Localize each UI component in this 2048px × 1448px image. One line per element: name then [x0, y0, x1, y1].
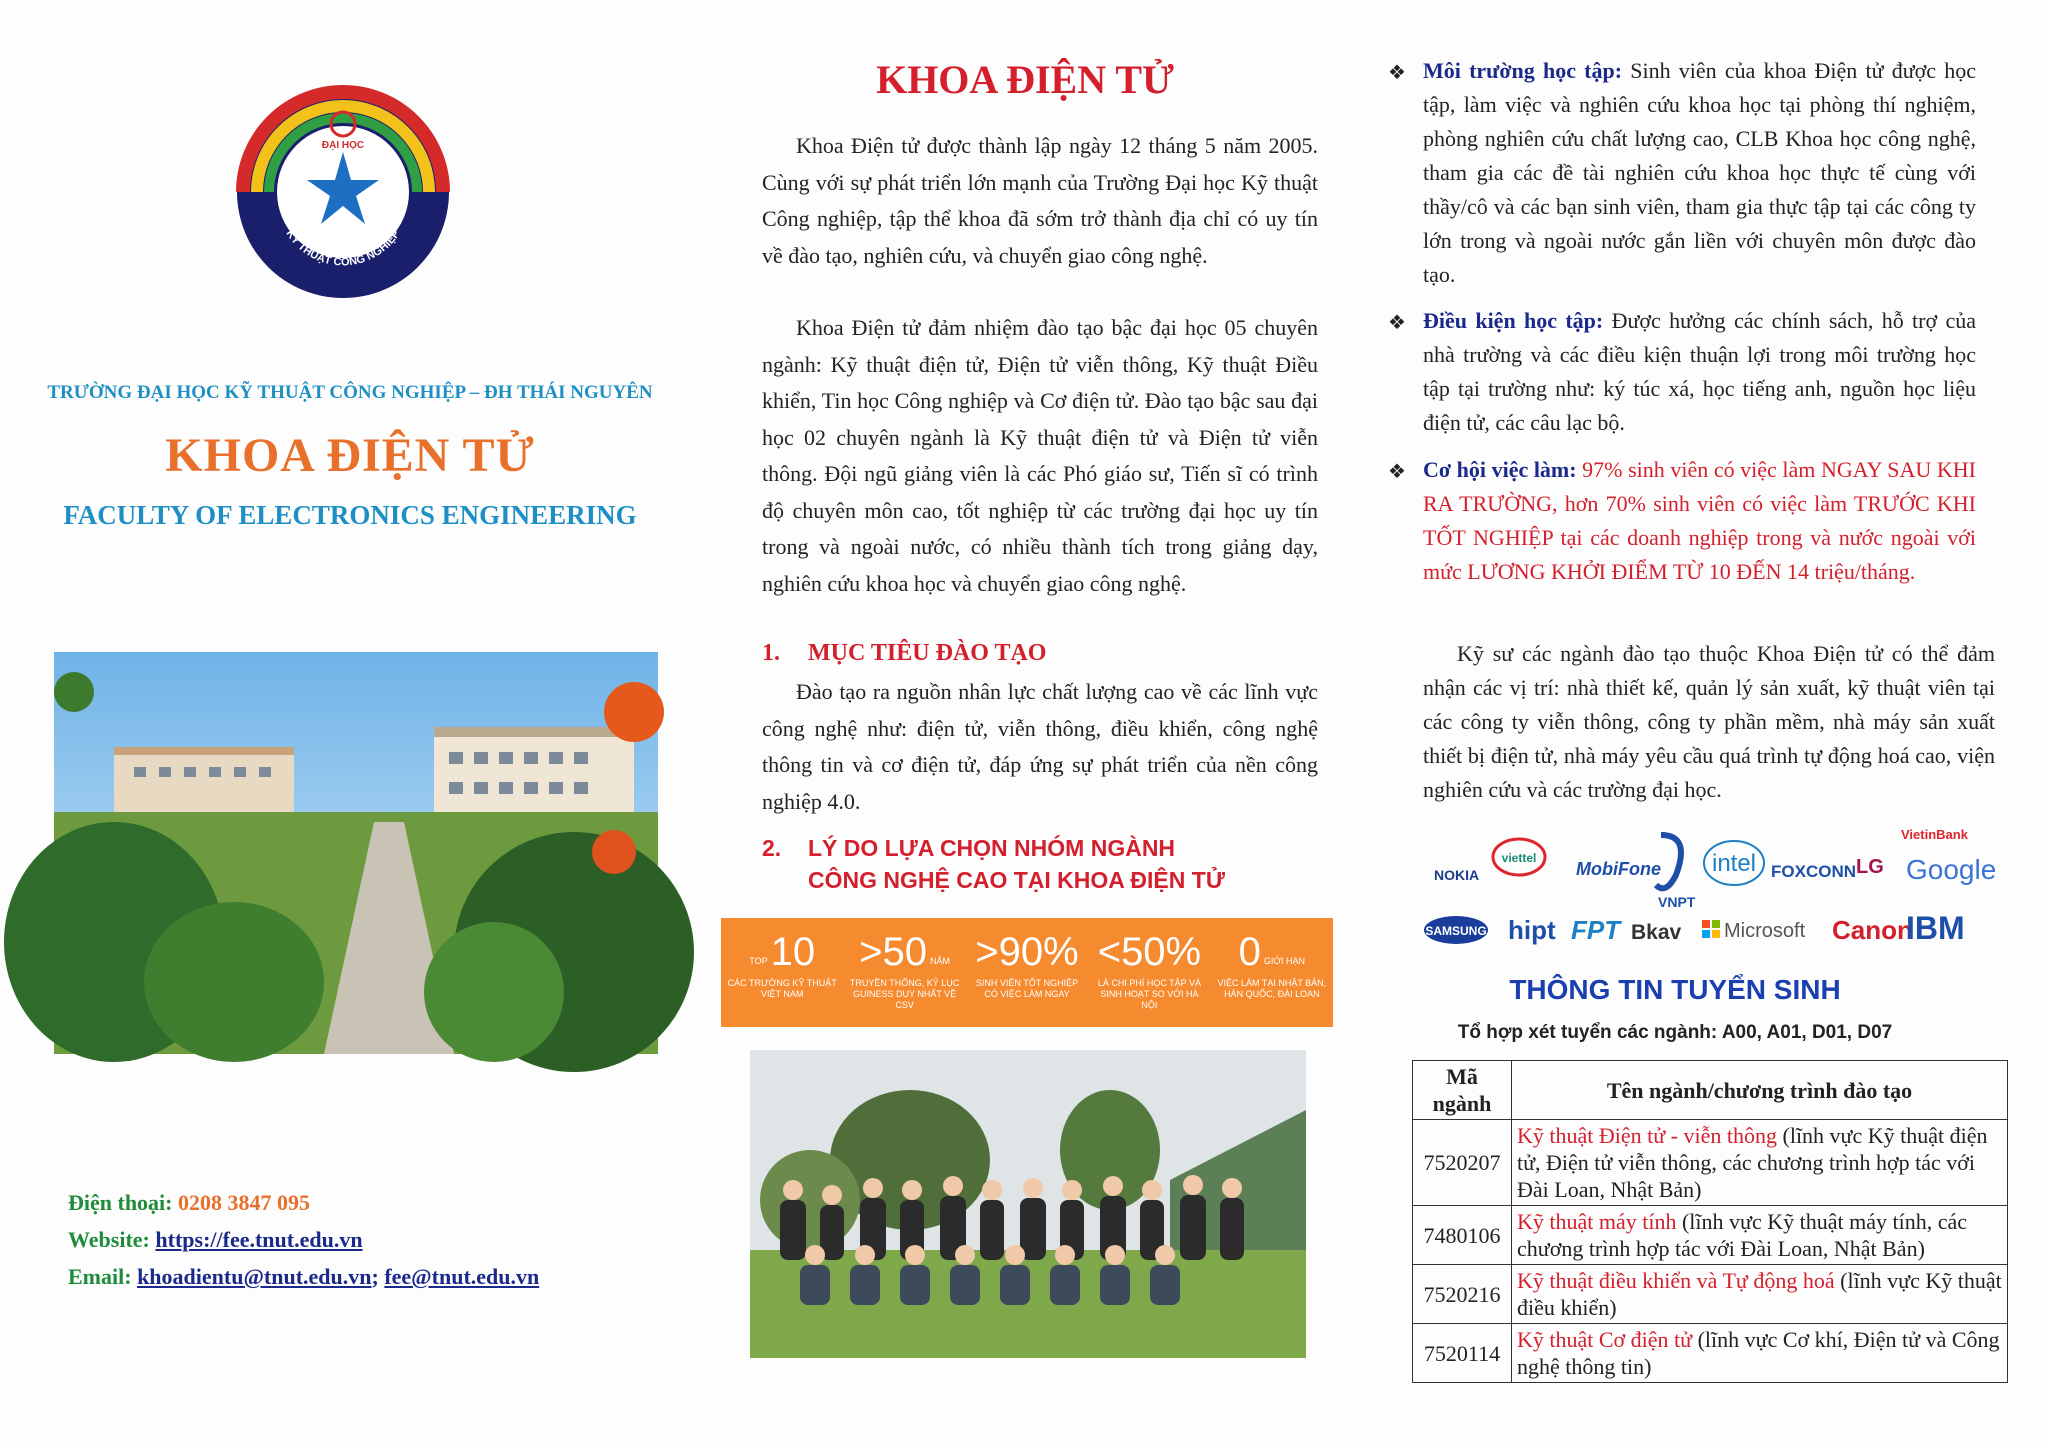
nokia-logo: NOKIA [1434, 867, 1480, 883]
canon-logo: Canon [1832, 915, 1913, 945]
intro-paragraph-1: Khoa Điện tử được thành lập ngày 12 tháng 5 năm 2005. Cùng với sự phát triển lớn mạnh của Trường Đại học Kỹ thuật Công nghiệp, tập thể khoa đã sớm trở thành địa chỉ có uy tín về đào tạo, nghiên cứu, và chuyển giao công nghệ. [762, 133, 1318, 268]
stat-item [1211, 918, 1333, 1027]
table-header-row [1413, 1061, 2008, 1120]
contact-info [68, 1184, 668, 1295]
email-link-1[interactable]: khoadientu@tnut.edu.vn [137, 1264, 372, 1289]
program-cell [1512, 1120, 2008, 1206]
stat-suffix: NĂM [930, 956, 951, 966]
samsung-logo: SAMSUNG [1425, 924, 1487, 938]
email-line [68, 1258, 668, 1295]
stat-value: <50% [1097, 930, 1202, 974]
google-logo: Google [1906, 854, 1997, 885]
hipt-logo: hipt [1508, 915, 1556, 945]
program-cell [1512, 1265, 2008, 1324]
stat-suffix: GIỚI HẠN [1263, 956, 1306, 966]
section-2-line-1: LÝ DO LỰA CHỌN NHÓM NGÀNH [808, 835, 1176, 861]
diamond-bullet-icon: ❖ [1388, 461, 1406, 483]
microsoft-logo: Microsoft [1724, 920, 1806, 942]
header-code: Mã ngành [1413, 1061, 1512, 1120]
program-desc: (lĩnh vực Kỹ thuật điện tử, Điện tử viễn thông, các chương trình hợp tác với Đài Loan, Nhật Bản) [1517, 1123, 1988, 1202]
diamond-bullet-icon: ❖ [1388, 62, 1406, 84]
lg-logo: LG [1856, 856, 1884, 878]
bullet-text: 97% sinh viên có việc làm NGAY SAU KHI RA TRƯỜNG, hơn 70% sinh viên có việc làm TRƯỚC KHI TỐT NGHIỆP tại các doanh nghiệp trong và nước ngoài với mức LƯƠNG KHỞI ĐIỂM TỪ 10 ĐẾN 14 triệu/tháng. [1423, 457, 1976, 584]
section-1-heading [762, 640, 1046, 667]
table-row [1413, 1265, 2008, 1324]
stat-value: >90% [975, 930, 1079, 974]
bullet-heading: Cơ hội việc làm: [1423, 457, 1577, 482]
email-label: Email: [68, 1264, 132, 1289]
vnpt-logo: VNPT [1658, 894, 1696, 910]
stat-item [966, 918, 1088, 1027]
stat-item [721, 918, 843, 1027]
university-name: TRƯỜNG ĐẠI HỌC KỸ THUẬT CÔNG NGHIỆP – ĐH THÁI NGUYÊN [47, 382, 653, 403]
section-1-number: 1. [762, 640, 780, 666]
program-name: Kỹ thuật Cơ điện tử [1517, 1327, 1693, 1352]
program-code: 7520114 [1413, 1324, 1512, 1383]
program-cell [1512, 1206, 2008, 1265]
stat-description: VIỆC LÀM TẠI NHẬT BẢN, HÀN QUỐC, ĐÀI LOAN [1217, 978, 1327, 999]
university-logo [233, 82, 453, 302]
bullet-heading: Môi trường học tập: [1423, 58, 1623, 83]
campus-photo [54, 652, 658, 1054]
intel-logo: intel [1711, 850, 1757, 877]
bullet-text: Sinh viên của khoa Điện tử được học tập, làm việc và nghiên cứu khoa học tại phòng thí nghiệm, phòng nghiên cứu chất lượng cao, CLB Khoa học công nghệ, tham gia các đề tài nghiên cứu khoa học thực tế cùng với thầy/cô và các bạn sinh viên, tham gia thực tập tại các công ty lớn trong và ngoài nước gắn liền với chuyên môn được đào tạo. [1423, 58, 1977, 287]
stat-description: SINH VIÊN TỐT NGHIỆP CÓ VIỆC LÀM NGAY [975, 978, 1079, 999]
section-2-number: 2. [762, 835, 782, 861]
website-label: Website: [68, 1227, 150, 1252]
section-2-line-2: CÔNG NGHỆ CAO TẠI KHOA ĐIỆN TỬ [808, 867, 1225, 893]
email-separator: ; [371, 1264, 379, 1289]
table-row [1413, 1206, 2008, 1265]
logo-top-text: ĐẠI HỌC [321, 140, 365, 151]
intro-paragraph-2: Khoa Điện tử đảm nhiệm đào tạo bậc đại học 05 chuyên ngành: Kỹ thuật điện tử, Điện tử viễn thông, Kỹ thuật Điều khiển, Tin học Công nghiệp và Cơ điện tử. Đào tạo bậc sau đại học 02 chuyên ngành là Kỹ thuật điện tử và Điện tử viễn thông. Đội ngũ giảng viên là các Phó giáo sư, Tiến sĩ có trình độ chuyên môn cao, tốt nghiệp từ các trường đại học uy tín trong và ngoài nước, có nhiều thành tích trong giảng dạy, nghiên cứu khoa học và chuyển giao công nghệ. [762, 315, 1318, 596]
phone-label: Điện thoại: [68, 1190, 173, 1215]
program-code: 7520207 [1413, 1120, 1512, 1206]
bullet-job-opportunities [1388, 453, 1976, 589]
bullet-text: Được hưởng các chính sách, hỗ trợ của nhà trường và các điều kiện thuận lợi trong môi trường học tập tại trường như: ký túc xá, học tiếng anh, nguồn học liệu điện tử, các câu lạc bộ. [1423, 308, 1976, 435]
table-row [1413, 1120, 2008, 1206]
foxconn-logo: FOXCONN [1771, 862, 1856, 881]
bullet-heading: Điều kiện học tập: [1423, 308, 1604, 333]
table-row [1413, 1324, 2008, 1383]
bullet-study-conditions [1388, 304, 1976, 440]
program-code: 7520216 [1413, 1265, 1512, 1324]
stat-description: CÁC TRƯỜNG KỸ THUẬT VIỆT NAM [727, 978, 837, 999]
stat-value: 10 [770, 930, 816, 974]
program-name: Kỹ thuật máy tính [1517, 1209, 1677, 1234]
stat-item [1088, 918, 1210, 1027]
faculty-title-vi: KHOA ĐIỆN TỬ [165, 429, 535, 482]
program-desc: (lĩnh vực Kỹ thuật điều khiển) [1517, 1268, 2002, 1320]
programs-table [1412, 1060, 2008, 1383]
website-line [68, 1221, 668, 1258]
program-name: Kỹ thuật Điện tử - viễn thông [1517, 1123, 1777, 1148]
phone-line [68, 1184, 668, 1221]
partner-logos [1416, 815, 1997, 955]
bullet-learning-environment [1388, 54, 1976, 292]
program-cell [1512, 1324, 2008, 1383]
stats-banner [721, 918, 1333, 1027]
admission-title: THÔNG TIN TUYỂN SINH [1509, 974, 1841, 1005]
admission-combinations: Tổ hợp xét tuyển các ngành: A00, A01, D01, D07 [1457, 1022, 1893, 1043]
group-photo [750, 1050, 1306, 1358]
program-code: 7480106 [1413, 1206, 1512, 1265]
stat-description: LÀ CHI PHÍ HỌC TẬP VÀ SINH HOẠT SO VỚI HÀ NỘI [1097, 978, 1202, 1010]
logo-arc-text: KỸ THUẬT CÔNG NGHIỆP [283, 227, 403, 269]
goal-paragraph: Đào tạo ra nguồn nhân lực chất lượng cao về các lĩnh vực công nghệ như: điện tử, viễn thông, điều khiển, công nghệ thông tin và cơ điện tử, đáp ứng sự phát triển của nền công nghiệp 4.0. [762, 679, 1318, 814]
vietinbank-logo: VietinBank [1901, 827, 1968, 842]
bkav-logo: Bkav [1631, 921, 1682, 944]
program-desc: (lĩnh vực Kỹ thuật máy tính, các chương trình hợp tác với Đài Loan, Nhật Bản) [1517, 1209, 1967, 1261]
phone-number: 0208 3847 095 [178, 1190, 310, 1215]
stat-item [843, 918, 965, 1027]
middle-title: KHOA ĐIỆN TỬ [876, 57, 1174, 102]
fpt-logo: FPT [1571, 915, 1621, 945]
ibm-logo: IBM [1906, 910, 1965, 946]
website-link[interactable]: https://fee.tnut.edu.vn [155, 1227, 363, 1252]
mobifone-logo: MobiFone [1576, 859, 1661, 879]
email-link-2[interactable]: fee@tnut.edu.vn [384, 1264, 540, 1289]
program-desc: (lĩnh vực Cơ khí, Điện tử và Công nghệ thông tin) [1517, 1327, 2000, 1379]
header-program: Tên ngành/chương trình đào tạo [1512, 1061, 2008, 1120]
career-paragraph: Kỹ sư các ngành đào tạo thuộc Khoa Điện tử có thể đảm nhận các vị trí: nhà thiết kế, quản lý sản xuất, kỹ thuật viên tại các công ty viễn thông, công ty phần mềm, nhà máy sản xuất thiết bị điện tử, nhà máy yêu cầu quá trình tự động hoá cao, viện nghiên cứu và các trường đại học. [1423, 641, 1995, 802]
faculty-title-en: FACULTY OF ELECTRONICS ENGINEERING [63, 500, 637, 530]
stat-prefix: TOP [749, 956, 768, 966]
program-name: Kỹ thuật điều khiển và Tự động hoá [1517, 1268, 1835, 1293]
stat-description: TRUYỀN THỐNG, KỶ LỤC GUINESS DUY NHẤT VỀ CSV [849, 978, 960, 1010]
stat-value: >50 [859, 930, 928, 974]
section-1-title: MỤC TIÊU ĐÀO TẠO [808, 640, 1047, 666]
diamond-bullet-icon: ❖ [1388, 312, 1406, 334]
viettel-logo: viettel [1501, 851, 1537, 865]
stat-value: 0 [1238, 930, 1261, 974]
section-2-heading [762, 832, 1362, 896]
